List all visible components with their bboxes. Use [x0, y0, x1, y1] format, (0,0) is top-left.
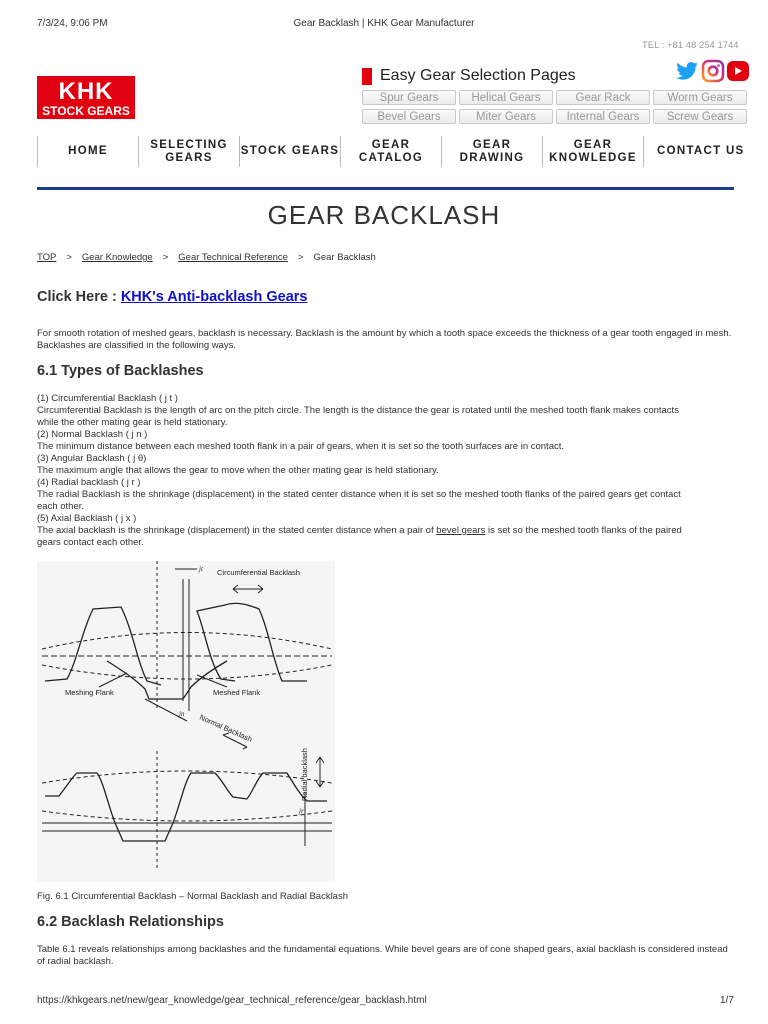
- click-here-label: Click Here :: [37, 289, 121, 305]
- text-line: (4) Radial backlash ( j r ): [37, 477, 141, 488]
- text-line: The radial Backlash is the shrinkage (displacement) in the stated center distance when it is set so the meshed tooth flanks of the paired gears get contact: [37, 489, 681, 500]
- miter-gears-button[interactable]: Miter Gears: [459, 109, 553, 124]
- helical-gears-button[interactable]: Helical Gears: [459, 90, 553, 105]
- label-jn: jn: [179, 710, 185, 718]
- logo-main-text: KHK: [58, 78, 114, 105]
- section-marker: [362, 68, 372, 85]
- tel-number: TEL : +81 48 254 1744: [642, 40, 739, 51]
- gear-rack-button[interactable]: Gear Rack: [556, 90, 650, 105]
- khk-logo[interactable]: [37, 76, 135, 119]
- intro-paragraph: For smooth rotation of meshed gears, backlash is necessary. Backlash is the amount by which a tooth space exceeds the thickness of a gear tooth engaged in mesh. Backlashes are classified in the following ways.: [37, 328, 732, 351]
- social-links: [676, 60, 734, 84]
- text-line: while the other mating gear is held stationary.: [37, 417, 228, 428]
- twitter-icon[interactable]: [676, 62, 698, 80]
- label-circumferential: Circumferential Backlash: [217, 568, 300, 577]
- breadcrumb-separator: >: [162, 252, 169, 263]
- text-line: (1) Circumferential Backlash ( j t ): [37, 393, 178, 404]
- label-jr: jr: [299, 807, 304, 815]
- nav-stock-gears[interactable]: STOCK GEARS: [240, 145, 340, 157]
- label-meshed-flank: Meshed Flank: [213, 688, 261, 697]
- axial-text-pre: The axial backlash is the shrinkage (displacement) in the stated center distance when a pair of: [37, 525, 437, 536]
- anti-backlash-link[interactable]: KHK's Anti-backlash Gears: [120, 289, 308, 305]
- nav-selecting-gears[interactable]: SELECTING GEARS: [150, 138, 228, 164]
- internal-gears-button[interactable]: Internal Gears: [556, 109, 650, 124]
- section-heading-types: 6.1 Types of Backlashes: [37, 363, 204, 379]
- breadcrumb-current: Gear Backlash: [313, 252, 376, 263]
- section-heading-relationships: 6.2 Backlash Relationships: [37, 914, 224, 930]
- logo-sub-text: STOCK GEARS: [42, 104, 130, 118]
- bevel-gears-button[interactable]: Bevel Gears: [362, 109, 456, 124]
- breadcrumb-top[interactable]: TOP: [37, 252, 57, 263]
- screw-gears-button[interactable]: Screw Gears: [653, 109, 747, 124]
- print-title: Gear Backlash | KHK Gear Manufacturer: [293, 18, 475, 29]
- label-radial: Radial backlash: [300, 748, 309, 801]
- nav-gear-catalog[interactable]: GEAR CATALOG: [358, 138, 424, 164]
- text-line: The maximum angle that allows the gear to move when the other mating gear is held stationary.: [37, 465, 439, 476]
- text-line: (3) Angular Backlash ( j θ): [37, 453, 147, 464]
- easy-gear-title: Easy Gear Selection Pages: [380, 67, 576, 84]
- text-line: gears contact each other.: [37, 537, 144, 548]
- text-line: Circumferential Backlash is the length of arc on the pitch circle. The length is the distance the gear is rotated until the meshed tooth flank makes contacts: [37, 405, 679, 416]
- breadcrumb-separator: >: [297, 252, 304, 263]
- bevel-gears-link[interactable]: bevel gears: [436, 525, 486, 536]
- gear-selection-buttons: [362, 90, 734, 128]
- label-normal: Normal Backlash: [198, 712, 254, 744]
- nav-contact-us[interactable]: CONTACT US: [657, 145, 745, 157]
- figure-caption: Fig. 6.1 Circumferential Backlash – Normal Backlash and Radial Backlash: [37, 891, 348, 902]
- page-title: GEAR BACKLASH: [267, 200, 501, 230]
- breadcrumb: [37, 252, 376, 263]
- axial-text-post: is set so the meshed tooth flanks of the paired: [485, 525, 682, 536]
- main-nav: [37, 134, 745, 169]
- label-jt: jt: [199, 565, 203, 573]
- footer-url: https://khkgears.net/new/gear_knowledge/gear_technical_reference/gear_backlash.html: [37, 995, 427, 1006]
- spur-gears-button[interactable]: Spur Gears: [362, 90, 456, 105]
- nav-gear-drawing[interactable]: GEAR DRAWING: [459, 138, 525, 164]
- breadcrumb-gear-knowledge[interactable]: Gear Knowledge: [81, 252, 153, 263]
- label-meshing-flank: Meshing Flank: [65, 688, 114, 697]
- text-line: [37, 525, 734, 537]
- breadcrumb-separator: >: [66, 252, 72, 263]
- relationships-paragraph: Table 6.1 reveals relationships among backlashes and the fundamental equations. While bevel gears are of cone shaped gears, axial backlash is considered instead of radial backlash.: [37, 944, 728, 967]
- instagram-icon[interactable]: [702, 60, 724, 82]
- print-datetime: 7/3/24, 9:06 PM: [37, 18, 108, 29]
- backlash-diagram: [37, 561, 335, 882]
- page-number: 1/7: [720, 995, 734, 1006]
- backlash-types-text: [37, 393, 734, 549]
- nav-home[interactable]: HOME: [68, 145, 108, 157]
- text-line: (2) Normal Backlash ( j n ): [37, 429, 148, 440]
- text-line: (5) Axial Backlash ( j x ): [37, 513, 137, 524]
- breadcrumb-technical-reference[interactable]: Gear Technical Reference: [178, 252, 288, 263]
- anti-backlash-promo: [37, 289, 307, 305]
- nav-gear-knowledge[interactable]: GEAR KNOWLEDGE: [549, 138, 637, 164]
- youtube-icon[interactable]: [727, 60, 749, 82]
- text-line: The minimum distance between each meshed tooth flank in a pair of gears, when it is set so the tooth surfaces are in contact.: [37, 441, 565, 452]
- worm-gears-button[interactable]: Worm Gears: [653, 90, 747, 105]
- text-line: each other.: [37, 501, 85, 512]
- nav-underline: [37, 187, 734, 190]
